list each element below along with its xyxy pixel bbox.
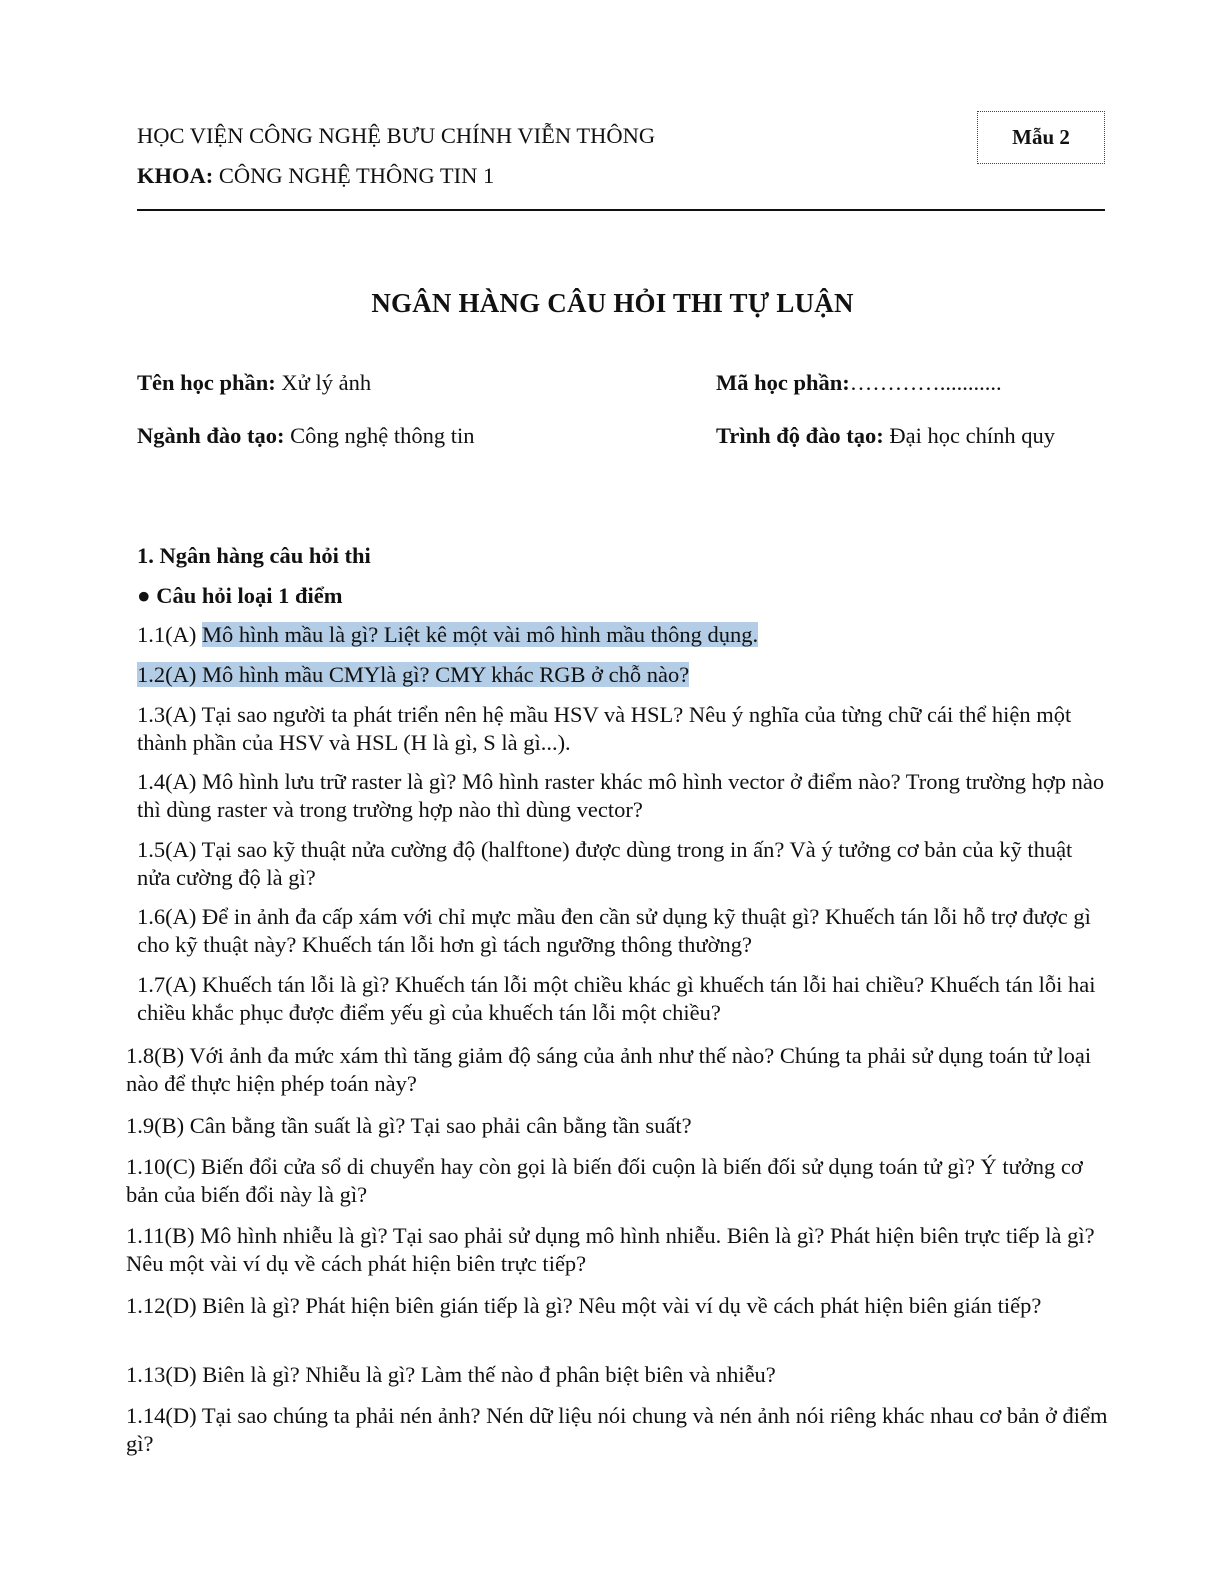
level-label: Trình độ đào tạo: xyxy=(716,423,884,448)
major-label: Ngành đào tạo: xyxy=(137,423,285,448)
question-1-10: 1.10(C) Biến đổi cửa sổ di chuyển hay còn gọi là biến đối cuộn là biến đối sử dụng toán tử gì? Ý tưởng cơ bản của biến đổi này là gì? xyxy=(126,1154,1083,1207)
course-code-value: …………........... xyxy=(849,370,1002,395)
question-1-1 xyxy=(137,621,1107,649)
question-1-6: 1.6(A) Để in ảnh đa cấp xám với chỉ mực mầu đen cần sử dụng kỹ thuật gì? Khuếch tán lỗi hỗ trợ được gì cho kỹ thuật này? Khuếch tán lỗi hơn gì tách ngưỡng thông thường? xyxy=(137,904,1091,957)
question-1-1-prefix: 1.1(A) xyxy=(137,622,202,647)
question-1-11: 1.11(B) Mô hình nhiễu là gì? Tại sao phải sử dụng mô hình nhiễu. Biên là gì? Phát hiện biên trực tiếp là gì? Nêu một vài ví dụ về cách phát hiện biên trực tiếp? xyxy=(126,1223,1095,1276)
course-name-label: Tên học phần: xyxy=(137,370,276,395)
section-subheading: ● Câu hỏi loại 1 điểm xyxy=(137,583,343,608)
question-1-7: 1.7(A) Khuếch tán lỗi là gì? Khuếch tán lỗi một chiều khác gì khuếch tán lỗi hai chiều? Khuếch tán lỗi hai chiều khắc phục được điểm yếu gì của khuếch tán lỗi một chiều? xyxy=(137,972,1096,1025)
major-value: Công nghệ thông tin xyxy=(284,423,475,448)
question-1-3: 1.3(A) Tại sao người ta phát triển nên hệ mầu HSV và HSL? Nêu ý nghĩa của từng chữ cái thể hiện một thành phần của HSV và HSL (H là gì, S là gì...). xyxy=(137,702,1072,755)
major-line xyxy=(137,423,475,449)
question-1-12: 1.12(D) Biên là gì? Phát hiện biên gián tiếp là gì? Nêu một vài ví dụ về cách phát hiện biên gián tiếp? xyxy=(126,1293,1042,1318)
page-title: NGÂN HÀNG CÂU HỎI THI TỰ LUẬN xyxy=(371,288,854,318)
course-code-line xyxy=(716,370,1002,396)
course-name-value: Xử lý ảnh xyxy=(275,370,372,395)
form-badge: Mẫu 2 xyxy=(977,111,1105,164)
question-1-5: 1.5(A) Tại sao kỹ thuật nửa cường độ (halftone) được dùng trong in ấn? Và ý tưởng cơ bản của kỹ thuật nửa cường độ là gì? xyxy=(137,837,1073,890)
course-code-label: Mã học phần: xyxy=(716,370,850,395)
faculty-label: KHOA: xyxy=(137,163,214,188)
course-name-line xyxy=(137,370,371,396)
section-heading: 1. Ngân hàng câu hỏi thi xyxy=(137,543,371,568)
institution-text: HỌC VIỆN CÔNG NGHỆ BƯU CHÍNH VIỄN THÔNG xyxy=(137,123,656,148)
question-1-4: 1.4(A) Mô hình lưu trữ raster là gì? Mô hình raster khác mô hình vector ở điểm nào? Trong trường hợp nào thì dùng raster và trong trường hợp nào thì dùng vector? xyxy=(137,769,1105,822)
question-1-14: 1.14(D) Tại sao chúng ta phải nén ảnh? Nén dữ liệu nói chung và nén ảnh nói riêng khác nhau cơ bản ở điểm gì? xyxy=(126,1403,1108,1456)
question-1-2 xyxy=(137,661,1107,689)
question-1-1-highlighted-text: Mô hình mầu là gì? Liệt kê một vài mô hình mầu thông dụng. xyxy=(201,622,759,647)
question-1-2-highlighted-text: 1.2(A) Mô hình mầu CMYlà gì? CMY khác RGB ở chỗ nào? xyxy=(137,662,690,687)
faculty-value: CÔNG NGHỆ THÔNG TIN 1 xyxy=(213,163,495,188)
level-value: Đại học chính quy xyxy=(883,423,1055,448)
question-1-9: 1.9(B) Cân bằng tần suất là gì? Tại sao phải cân bằng tần suất? xyxy=(126,1113,692,1138)
level-line xyxy=(716,423,1055,449)
question-1-8: 1.8(B) Với ảnh đa mức xám thì tăng giảm độ sáng của ảnh như thế nào? Chúng ta phải sử dụng toán tử loại nào để thực hiện phép toán này? xyxy=(126,1043,1092,1096)
question-1-13: 1.13(D) Biên là gì? Nhiễu là gì? Làm thế nào đ phân biệt biên và nhiễu? xyxy=(126,1362,776,1387)
faculty-line xyxy=(137,163,494,189)
header-divider xyxy=(137,209,1105,211)
institution-name xyxy=(137,123,655,149)
